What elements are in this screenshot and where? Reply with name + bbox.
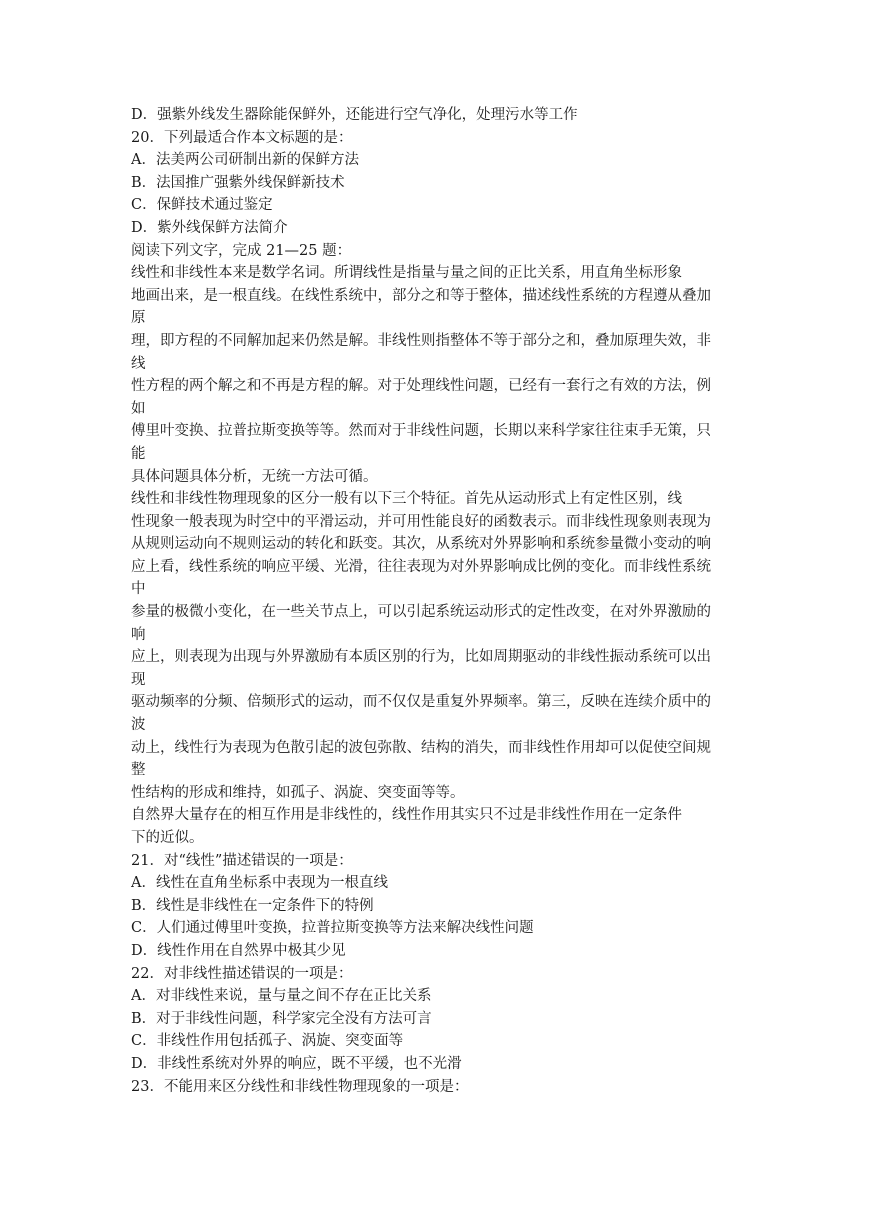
text-line: 阅读下列文字，完成 21—25 题：: [131, 242, 352, 259]
text-line: 波: [131, 717, 146, 734]
text-line: 原: [131, 310, 146, 327]
text-line: 23．不能用来区分线性和非线性物理现象的一项是：: [131, 1078, 469, 1095]
text-line: 应上，则表现为出现与外界激励有本质区别的行为，比如周期驱动的非线性振动系统可以出: [131, 649, 711, 666]
text-line: 自然界大量存在的相互作用是非线性的，线性作用其实只不过是非线性作用在一定条件: [131, 807, 682, 824]
text-line: B．法国推广强紫外线保鲜新技术: [131, 174, 345, 191]
text-line: 线性和非线性物理现象的区分一般有以下三个特征。首先从运动形式上有定性区别，线: [131, 491, 682, 508]
text-line: D．紫外线保鲜方法简介: [131, 219, 288, 236]
text-line: A．线性在直角坐标系中表现为一根直线: [131, 875, 388, 892]
text-line: 从规则运动向不规则运动的转化和跃变。其次，从系统对外界影响和系统参量微小变动的响: [131, 536, 711, 553]
text-line: 参量的极微小变化，在一些关节点上，可以引起系统运动形式的定性改变，在对外界激励的: [131, 604, 711, 621]
text-line: A．对非线性来说，量与量之间不存在正比关系: [131, 988, 432, 1005]
text-line: 21．对“线性”描述错误的一项是：: [131, 852, 353, 869]
text-line: 性现象一般表现为时空中的平滑运动，并可用性能良好的函数表示。而非线性现象则表现为: [131, 513, 711, 530]
text-line: 具体问题具体分析，无统一方法可循。: [131, 468, 378, 485]
text-line: B．对于非线性问题，科学家完全没有方法可言: [131, 1010, 432, 1027]
text-line: 现: [131, 671, 146, 688]
text-line: 地画出来，是一根直线。在线性系统中，部分之和等于整体，描述线性系统的方程遵从叠加: [131, 287, 711, 304]
text-line: 应上看，线性系统的响应平缓、光滑，往往表现为对外界影响成比例的变化。而非线性系统: [131, 558, 711, 575]
text-line: 性结构的形成和维持，如孤子、涡旋、突变面等等。: [131, 784, 465, 801]
text-line: C．保鲜技术通过鉴定: [131, 197, 273, 214]
text-line: 动上，线性行为表现为色散引起的波包弥散、结构的消失，而非线性作用却可以促使空间规: [131, 739, 711, 756]
text-line: D．强紫外线发生器除能保鲜外，还能进行空气净化，处理污水等工作: [131, 107, 578, 123]
text-line: 如: [131, 400, 146, 417]
text-line: 响: [131, 626, 146, 643]
text-line: 22．对非线性描述错误的一项是：: [131, 965, 353, 982]
text-line: C．人们通过傅里叶变换，拉普拉斯变换等方法来解决线性问题: [131, 920, 534, 937]
text-line: 驱动频率的分频、倍频形式的运动，而不仅仅是重复外界频率。第三，反映在连续介质中的: [131, 694, 711, 711]
text-line: D．线性作用在自然界中极其少见: [131, 942, 346, 959]
text-line: 整: [131, 762, 146, 779]
text-line: 理，即方程的不同解加起来仍然是解。非线性则指整体不等于部分之和，叠加原理失效，非: [131, 332, 711, 349]
text-line: 性方程的两个解之和不再是方程的解。对于处理线性问题，已经有一套行之有效的方法，例: [131, 378, 711, 395]
text-line: D．非线性系统对外界的响应，既不平缓，也不光滑: [131, 1055, 462, 1072]
text-line: C．非线性作用包括孤子、涡旋、突变面等: [131, 1033, 404, 1050]
text-line: 下的近似。: [131, 830, 204, 846]
text-line: 线: [131, 355, 146, 372]
text-line: B．线性是非线性在一定条件下的特例: [131, 897, 374, 914]
text-line: A．法美两公司研制出新的保鲜方法: [131, 152, 359, 169]
text-line: 能: [131, 445, 146, 462]
text-line: 傅里叶变换、拉普拉斯变换等等。然而对于非线性问题，长期以来科学家往往束手无策，只: [131, 423, 711, 440]
text-line: 中: [131, 581, 146, 598]
document-page: [131, 104, 741, 1098]
text-line: 20．下列最适合作本文标题的是：: [131, 129, 353, 146]
text-line: 线性和非线性本来是数学名词。所谓线性是指量与量之间的正比关系，用直角坐标形象: [131, 265, 682, 282]
